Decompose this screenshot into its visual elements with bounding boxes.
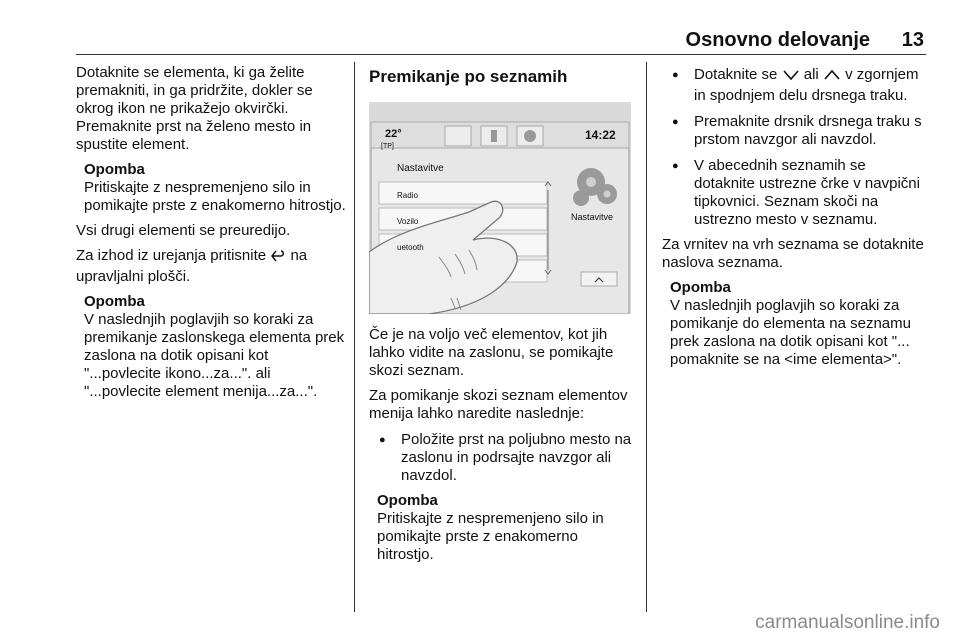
section-heading: Premikanje po seznamih: [369, 67, 568, 86]
paragraph: Če je na voljo več elementov, kot jih lahko vidite na zaslonu, se pomikajte skozi seznam.: [369, 326, 614, 379]
chevron-up-icon: [823, 68, 841, 87]
paragraph: Vsi drugi elementi se preuredijo.: [76, 222, 291, 239]
note-title: Opomba: [84, 161, 145, 178]
column-3: [662, 64, 930, 369]
note-text: V naslednjih poglavjih so koraki za premikanje zaslonskega elementa prek zaslona na dotik opisani kot "...povlecite ikono...za...". ali "...povlecite element menija...za...".: [84, 311, 345, 400]
text-span: na upravljalni plošči.: [76, 247, 308, 285]
page-header-title: Osnovno delovanje: [685, 29, 870, 51]
temperature-label: 22°: [385, 128, 402, 140]
note-box: [84, 161, 348, 215]
list-item: ● Položite prst na poljubno mesto na zaslonu in podrsajte navzgor ali navzdol.: [369, 431, 635, 485]
note-title: Opomba: [377, 492, 438, 509]
note-text: V naslednjih poglavjih so koraki za pomikanje do elementa na seznamu prek zaslona na dotik opisani kot "... pomaknite se na <ime elementa>".: [670, 297, 911, 368]
note-box: [84, 293, 348, 401]
text-span: Dotaknite se: [694, 66, 778, 83]
bullet-list: [662, 66, 930, 229]
note-box: [377, 492, 635, 564]
paragraph: [76, 247, 348, 286]
column-divider-1: [354, 62, 355, 612]
paragraph: Za vrnitev na vrh seznama se dotaknite naslova seznama.: [662, 236, 924, 271]
note-title: Opomba: [670, 279, 731, 296]
back-icon: [270, 249, 286, 268]
note-title: Opomba: [84, 293, 145, 310]
menu-item-1: Radio: [397, 191, 418, 200]
menu-title: Nastavitve: [397, 163, 444, 174]
text-span: ali: [803, 66, 819, 83]
header-rule: [76, 54, 926, 55]
watermark: carmanualsonline.info: [755, 612, 940, 633]
menu-item-3: uetooth: [397, 243, 424, 252]
settings-label: Nastavitve: [571, 212, 614, 222]
chevron-down-icon: [782, 68, 800, 87]
column-divider-2: [646, 62, 647, 612]
text-span: Za izhod iz urejanja pritisnite: [76, 247, 267, 264]
menu-item-2: Vozilo: [397, 217, 419, 226]
column-1: [76, 64, 348, 401]
page-number: 13: [901, 29, 924, 51]
note-text: Pritiskajte z nespremenjeno silo in pomikajte prste z enakomerno hitrostjo.: [84, 179, 346, 214]
column-2: [369, 64, 635, 564]
list-item: ● Premaknite drsnik drsnega traku s prstom navzgor ali navzdol.: [662, 113, 930, 149]
text-span: v zgornjem in spodnjem delu drsnega traku.: [694, 66, 919, 104]
tp-label: [TP]: [381, 143, 394, 150]
paragraph: Dotaknite se elementa, ki ga želite premakniti, in ga pridržite, dokler se okrog ikon ne prikažejo okvirčki. Premaknite prst na želeno mesto in spustite element.: [76, 64, 313, 153]
list-item: [662, 66, 930, 105]
list-item: ● V abecednih seznamih se dotaknite ustrezne črke v navpični tipkovnici. Seznam skoči na ustrezno mesto v seznamu.: [662, 157, 930, 229]
bullet-list: [369, 431, 635, 485]
paragraph: Za pomikanje skozi seznam elementov menija lahko naredite naslednje:: [369, 387, 628, 422]
clock-label: 14:22: [585, 128, 616, 142]
note-box: [670, 279, 930, 369]
touchscreen-illustration: [369, 102, 631, 314]
note-text: Pritiskajte z nespremenjeno silo in pomikajte prste z enakomerno hitrostjo.: [377, 510, 604, 563]
